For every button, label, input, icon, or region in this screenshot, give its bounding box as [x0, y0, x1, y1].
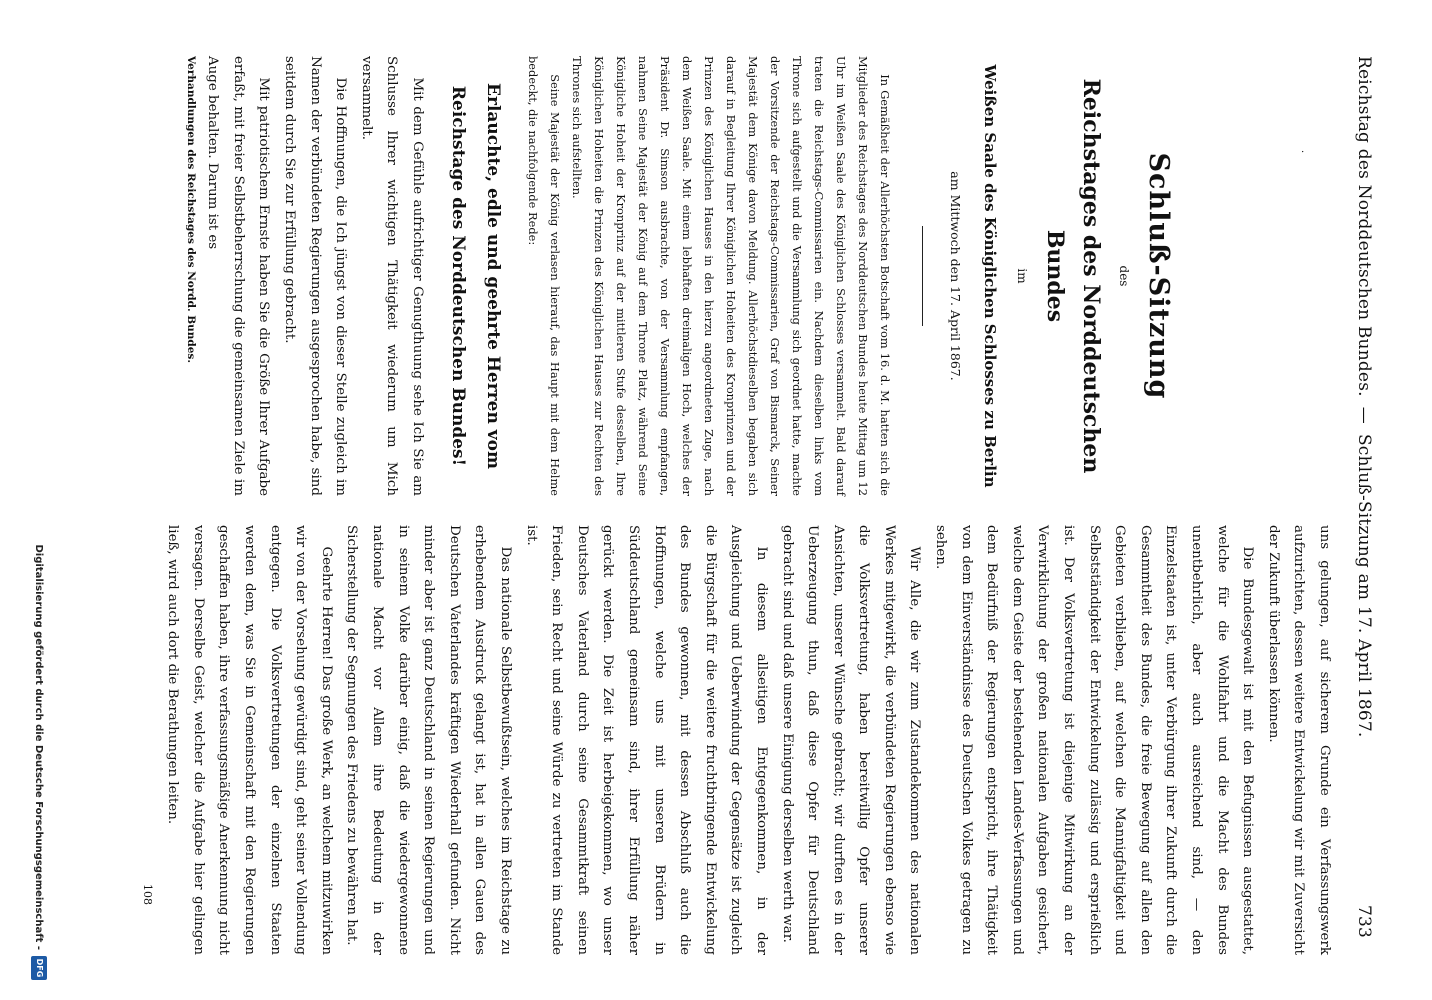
right-paragraph-5: Das nationale Selbstbewußtsein, welches im Reichstage zu erhebendem Ausdruck gelangt ist, hat in allen Gauen des Deutschen Vaterlandes kräftigen Wiederhall gefunden. Nicht minder aber ist ganz Deutschland in seinen Regierungen und in seinem Volke darüber einig, daß die wiedergewonnene nationale Macht vor Allem ihre Bedeutung in der Sicherstellung der Segnungen des Friedens zu bewähren hat. [344, 525, 513, 955]
address-heading: Erlauchte, edle und geehrte Herren vom Reichstage des Norddeutschen Bundes! [448, 83, 503, 469]
header-center: Schluß-Sitzung am 17. April 1867. [1354, 433, 1374, 738]
title-des: des [1117, 265, 1131, 287]
right-paragraph-3: Wir Alle, die wir zum Zustandekommen des nationalen Werkes mitgewirkt, die verbündeten Regierungen ebenso wie die Volksvertretung, haben bereitwillig Opfer unserer Ansichten, unserer Wünsche gebracht; wir durften es in der Ueberzeugung thun, daß diese Opfer für Deutschland gebracht sind und daß unsere Einigung derselben werth war. [779, 525, 923, 955]
right-paragraph-2: Die Bundesgewalt ist mit den Befugnissen ausgestattet, welche für die Wohlfahrt und die Macht des Bundes unentbehrlich, aber auch ausreichend sind, — den Einzelstaaten ist, unter Verbürgung ihrer Zukunft durch die Gesammtheit des Bundes, die freie Bewegung auf allen den Gebieten verblieben, auf welchen die Mannigfaltigkeit und Selbstständigkeit der Entwickelung zulässig und ersprießlich ist. Der Volksvertretung ist diejenige Mitwirkung an der Verwirklichung der großen nationalen Aufgaben gesichert, welche dem Geiste der bestehenden Landes-Verfassungen und dem Bedürfniß der Regierungen entspricht, ihre Thätigkeit von dem Einverständnisse des Deutschen Volkes getragen zu sehen. [933, 525, 1256, 955]
speech-intro: Seine Majestät der König verlasen hierauf, das Haupt mit dem Helme bedeckt, die nachfolgende Rede: [526, 56, 562, 496]
margin-dot: · [1296, 150, 1307, 154]
date-line: am Mittwoch den 17. April 1867. [948, 171, 963, 381]
title-rule [922, 226, 923, 326]
left-column [182, 56, 1217, 496]
reichstag-title: Reichstages des Norddeutschen Bundes [1042, 78, 1104, 474]
dfg-logo-icon: DFG [31, 956, 47, 980]
running-header [1351, 56, 1377, 938]
intro-paragraph: In Gemäßheit der Allerhöchsten Botschaft vom 16. d. M. hatten sich die Mitglieder des Reichstages des Norddeutschen Bundes heute Mittag um 12 Uhr im Weißen Saale des Königlichen Schlosses versammelt. Bald darauf traten die Reichstags-Commissarien ein. Nachdem dieselben links vom Throne sich aufgestellt und die Versammlung sich geordnet hatte, machte der Vorsitzende der Reichstags-Commissarien, Graf von Bismarck, Seiner Majestät dem Könige davon Meldung. Allerhöchstdieselben begaben sich darauf in Begleitung Ihrer Königlichen Hoheiten des Kronprinzen und der Prinzen des Königlichen Hauses in den hierzu angeordneten Zuge, nach dem Weißen Saale. Mit einem lebhaften dreimaligen Hoch, welches der Präsident Dr. Simson ausbrachte, von der Versammlung empfangen, nahmen Seine Majestät der König auf dem Throne Platz, während Seine Königliche Hoheit der Kronprinz auf der mittleren Stufe desselben, Ihre Königlichen Hoheiten die Prinzen des Königlichen Hauses zur Rechten des Thrones sich aufstellten. [570, 56, 892, 496]
page-number: 733 [1354, 904, 1374, 938]
speech-paragraph-2: Die Hoffnungen, die Ich jüngst von dieser Stelle zugleich im Namen der verbündeten Regierungen ausgesprochen habe, sind seitdem durch Sie zur Erfüllung gebracht. [282, 56, 349, 496]
signature-mark: 108 [140, 884, 154, 905]
session-title: Schluß-Sitzung [1143, 152, 1174, 400]
digitization-credit [30, 180, 48, 980]
place-line: Weißen Saale des Königlichen Schlosses zu Berlin [981, 64, 999, 488]
right-paragraph-6: Geehrte Herren! Das große Werk, an welchem mitzuwirken wir von der Vorsehung gewürdigt sind, geht seiner Vollendung entgegen. Die Volksvertretungen der einzelnen Staaten werden dem, was Sie in Gemeinschaft mit den Regierungen geschaffen haben, ihre verfassungsmäßige Anerkennung nicht versagen. Derselbe Geist, welcher die Aufgabe hier gelingen ließ, wird auch dort die Berathungen leiten. [165, 525, 334, 955]
speech-paragraph-1: Mit dem Gefühle aufrichtiger Genugthuung sehe Ich Sie am Schlusse Ihrer wichtigen Thätigkeit wiederum um Mich versammelt. [358, 56, 425, 496]
signature-line: Verhandlungen des Reichstages des Nordd. Bundes. [184, 56, 197, 363]
header-left: Reichstag des Norddeutschen Bundes. [1354, 56, 1374, 397]
right-column [134, 525, 1337, 955]
credit-text: Digitalisierung gefördert durch die Deutsche Forschungsgemeinschaft - [33, 544, 45, 950]
speech-paragraph-3: Mit patriotischem Ernste haben Sie die Größe Ihrer Aufgabe erfaßt, mit freier Selbstbeherrschung die gemeinsamen Ziele im Auge behalten. Darum ist es [205, 56, 272, 496]
right-paragraph-1: uns gelungen, auf sicherem Grunde ein Verfassungswerk aufzurichten, dessen weitere Entwickelung wir mit Zuversicht der Zukunft überlassen können. [1265, 525, 1332, 955]
header-separator: — [1354, 406, 1374, 424]
title-im: im [1015, 268, 1029, 284]
right-paragraph-4: In diesem allseitigen Entgegenkommen, in der Ausgleichung und Ueberwindung der Gegensätze ist zugleich die Bürgschaft für die weitere fruchtbringende Entwickelung des Bundes gewonnen, mit dessen Abschluß auch die Hoffnungen, welche uns mit unseren Brüdern in Süddeutschland gemeinsam sind, ihrer Erfüllung näher gerückt werden. Die Zeit ist herbeigekommen, wo unser Deutsches Vaterland durch seine Gesammtkraft seinen Frieden, sein Recht und seine Würde zu vertreten im Stande ist. [523, 525, 769, 955]
